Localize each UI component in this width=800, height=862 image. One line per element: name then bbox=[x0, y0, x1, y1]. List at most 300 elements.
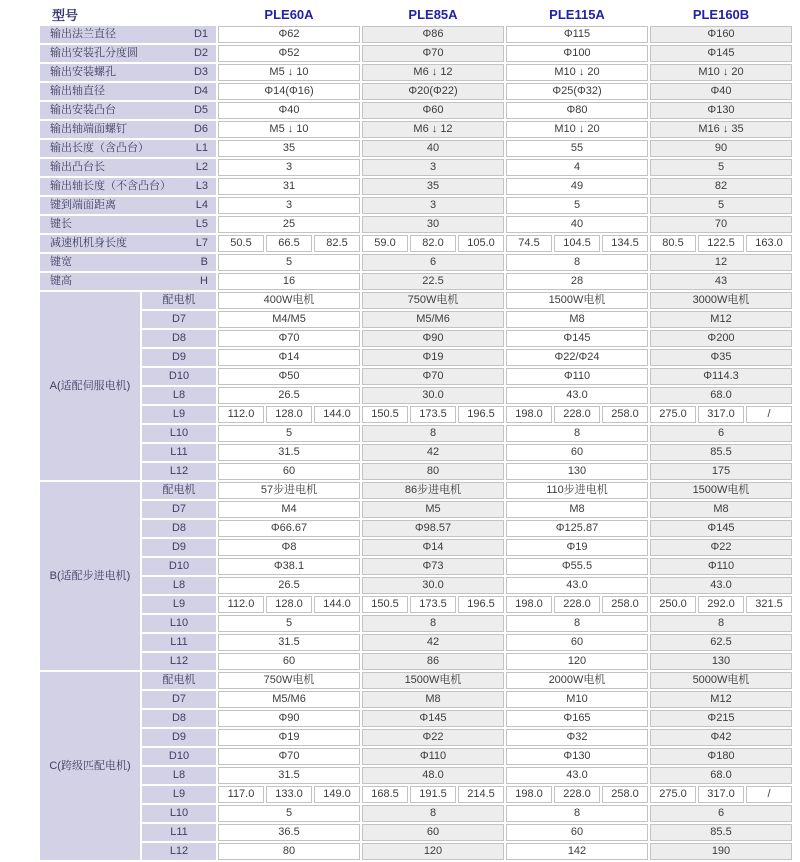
value-cell: Φ19 bbox=[506, 539, 648, 556]
value-cell: M8 bbox=[362, 691, 504, 708]
row-label bbox=[40, 273, 216, 290]
value-cell: Φ90 bbox=[362, 330, 504, 347]
value-cell: 49 bbox=[506, 178, 648, 195]
table-row bbox=[40, 273, 792, 290]
table-row bbox=[40, 653, 792, 670]
row-label bbox=[40, 45, 216, 62]
value-cell: Φ19 bbox=[218, 729, 360, 746]
value-cell: 117.0 bbox=[218, 786, 264, 803]
model-column-title: 型号 bbox=[52, 7, 79, 23]
value-cell: M4/M5 bbox=[218, 311, 360, 328]
value-cell: 292.0 bbox=[698, 596, 744, 613]
value-cell: Φ66.67 bbox=[218, 520, 360, 537]
value-cell: Φ38.1 bbox=[218, 558, 360, 575]
table-row bbox=[40, 539, 792, 556]
row-label-text: 键长 bbox=[50, 218, 72, 230]
table-row bbox=[40, 83, 792, 100]
value-cell: 35 bbox=[362, 178, 504, 195]
value-cell: Φ125.87 bbox=[506, 520, 648, 537]
value-cell: 42 bbox=[362, 634, 504, 651]
gearbox-spec-table bbox=[38, 2, 794, 862]
value-cell: 275.0 bbox=[650, 786, 696, 803]
value-cell: 6 bbox=[362, 254, 504, 271]
value-cell: Φ86 bbox=[362, 26, 504, 43]
row-code: L10 bbox=[142, 425, 216, 442]
value-cell: M8 bbox=[506, 311, 648, 328]
row-label-text: 键高 bbox=[50, 275, 72, 287]
row-label-text: 键宽 bbox=[50, 256, 72, 268]
table-row bbox=[40, 140, 792, 157]
table-row bbox=[40, 311, 792, 328]
value-cell: Φ73 bbox=[362, 558, 504, 575]
value-cell: 31 bbox=[218, 178, 360, 195]
row-code: D10 bbox=[142, 748, 216, 765]
table-row bbox=[40, 102, 792, 119]
value-cell: Φ22 bbox=[362, 729, 504, 746]
value-cell: Φ165 bbox=[506, 710, 648, 727]
value-cell: 173.5 bbox=[410, 596, 456, 613]
value-cell: 317.0 bbox=[698, 406, 744, 423]
value-cell: Φ14(Φ16) bbox=[218, 83, 360, 100]
value-cell: Φ98.57 bbox=[362, 520, 504, 537]
value-cell: 133.0 bbox=[266, 786, 312, 803]
value-cell: M5 bbox=[362, 501, 504, 518]
value-cell: Φ70 bbox=[218, 748, 360, 765]
value-cell: Φ180 bbox=[650, 748, 792, 765]
value-cell: 190 bbox=[650, 843, 792, 860]
value-cell: Φ20(Φ22) bbox=[362, 83, 504, 100]
value-cell: 5 bbox=[650, 159, 792, 176]
row-label-text: 输出轴直径 bbox=[50, 85, 105, 97]
table-row bbox=[40, 729, 792, 746]
value-cell: 122.5 bbox=[698, 235, 744, 252]
value-cell: Φ14 bbox=[362, 539, 504, 556]
value-cell: 60 bbox=[218, 653, 360, 670]
value-cell: Φ110 bbox=[650, 558, 792, 575]
table-row bbox=[40, 387, 792, 404]
value-cell: Φ145 bbox=[650, 45, 792, 62]
value-cell: Φ130 bbox=[506, 748, 648, 765]
row-code: D2 bbox=[193, 47, 208, 59]
section-label: C(跨级匹配电机) bbox=[40, 672, 140, 860]
table-row bbox=[40, 558, 792, 575]
row-code: D8 bbox=[142, 710, 216, 727]
row-code: D10 bbox=[142, 368, 216, 385]
value-cell: 28 bbox=[506, 273, 648, 290]
value-cell: Φ22 bbox=[650, 539, 792, 556]
value-cell: 5 bbox=[218, 615, 360, 632]
value-cell: 4 bbox=[506, 159, 648, 176]
value-cell: Φ52 bbox=[218, 45, 360, 62]
value-cell: Φ90 bbox=[218, 710, 360, 727]
value-cell: 173.5 bbox=[410, 406, 456, 423]
row-code: D8 bbox=[142, 520, 216, 537]
table-row bbox=[40, 824, 792, 841]
value-cell: 31.5 bbox=[218, 444, 360, 461]
table-row bbox=[40, 406, 792, 423]
section-label: A(适配伺服电机) bbox=[40, 292, 140, 480]
value-cell: 35 bbox=[218, 140, 360, 157]
value-cell: Φ19 bbox=[362, 349, 504, 366]
value-cell: 5 bbox=[218, 425, 360, 442]
row-code: D9 bbox=[142, 539, 216, 556]
value-cell: 31.5 bbox=[218, 767, 360, 784]
value-cell: 3000W电机 bbox=[650, 292, 792, 309]
value-cell: 60 bbox=[218, 463, 360, 480]
value-cell: 105.0 bbox=[458, 235, 504, 252]
table-row bbox=[40, 463, 792, 480]
row-code: D5 bbox=[193, 104, 208, 116]
value-cell: 228.0 bbox=[554, 786, 600, 803]
row-label-text: 输出安装孔分度圆 bbox=[50, 47, 138, 59]
value-cell: 198.0 bbox=[506, 596, 552, 613]
row-code: B bbox=[200, 256, 208, 268]
value-cell: Φ145 bbox=[650, 520, 792, 537]
value-cell: 8 bbox=[362, 615, 504, 632]
row-label bbox=[40, 254, 216, 271]
table-row bbox=[40, 235, 792, 252]
value-cell: 5 bbox=[218, 254, 360, 271]
value-cell: M16 ↓ 35 bbox=[650, 121, 792, 138]
table-row bbox=[40, 482, 792, 499]
row-code: L9 bbox=[142, 596, 216, 613]
value-cell: 43.0 bbox=[506, 387, 648, 404]
row-label-text: 输出轴端面螺钉 bbox=[50, 123, 127, 135]
row-label-text: 输出长度（含凸台） bbox=[50, 142, 149, 154]
value-cell: M12 bbox=[650, 691, 792, 708]
value-cell: 1500W电机 bbox=[506, 292, 648, 309]
value-cell: 321.5 bbox=[746, 596, 792, 613]
value-cell: 16 bbox=[218, 273, 360, 290]
row-code: L10 bbox=[142, 805, 216, 822]
value-cell: Φ8 bbox=[218, 539, 360, 556]
value-cell: 59.0 bbox=[362, 235, 408, 252]
value-cell: 26.5 bbox=[218, 577, 360, 594]
value-cell: 40 bbox=[362, 140, 504, 157]
value-cell: 149.0 bbox=[314, 786, 360, 803]
table-row bbox=[40, 596, 792, 613]
value-cell: Φ22/Φ24 bbox=[506, 349, 648, 366]
value-cell: Φ50 bbox=[218, 368, 360, 385]
value-cell: / bbox=[746, 406, 792, 423]
value-cell: 110步进电机 bbox=[506, 482, 648, 499]
row-code: D7 bbox=[142, 501, 216, 518]
value-cell: 36.5 bbox=[218, 824, 360, 841]
value-cell: 68.0 bbox=[650, 387, 792, 404]
value-cell: M12 bbox=[650, 311, 792, 328]
row-code: L10 bbox=[142, 615, 216, 632]
table-row bbox=[40, 615, 792, 632]
row-label bbox=[40, 197, 216, 214]
value-cell: 85.5 bbox=[650, 444, 792, 461]
value-cell: 258.0 bbox=[602, 596, 648, 613]
row-code: D3 bbox=[193, 66, 208, 78]
row-code: L8 bbox=[142, 387, 216, 404]
value-cell: 275.0 bbox=[650, 406, 696, 423]
value-cell: 120 bbox=[362, 843, 504, 860]
table-row bbox=[40, 425, 792, 442]
row-code: D9 bbox=[142, 729, 216, 746]
row-label bbox=[40, 64, 216, 81]
value-cell: 150.5 bbox=[362, 596, 408, 613]
row-code: L8 bbox=[142, 577, 216, 594]
value-cell: 30.0 bbox=[362, 387, 504, 404]
table-row bbox=[40, 767, 792, 784]
value-cell: Φ70 bbox=[362, 45, 504, 62]
row-code: L7 bbox=[195, 237, 208, 249]
value-cell: M10 ↓ 20 bbox=[506, 64, 648, 81]
value-cell: 3 bbox=[362, 197, 504, 214]
value-cell: 196.5 bbox=[458, 406, 504, 423]
value-cell: 112.0 bbox=[218, 406, 264, 423]
model-header-ple60a: PLE60A bbox=[264, 6, 314, 22]
value-cell: M10 bbox=[506, 691, 648, 708]
row-label bbox=[40, 121, 216, 138]
row-code: H bbox=[200, 275, 208, 287]
value-cell: 68.0 bbox=[650, 767, 792, 784]
value-cell: 62.5 bbox=[650, 634, 792, 651]
table-row bbox=[40, 672, 792, 689]
value-cell: 191.5 bbox=[410, 786, 456, 803]
value-cell: 31.5 bbox=[218, 634, 360, 651]
value-cell: 1500W电机 bbox=[650, 482, 792, 499]
table-row bbox=[40, 197, 792, 214]
row-label bbox=[40, 178, 216, 195]
value-cell: 134.5 bbox=[602, 235, 648, 252]
model-header-ple115a: PLE115A bbox=[549, 6, 605, 22]
value-cell: M5/M6 bbox=[218, 691, 360, 708]
value-cell: 70 bbox=[650, 216, 792, 233]
value-cell: Φ160 bbox=[650, 26, 792, 43]
value-cell: 5 bbox=[650, 197, 792, 214]
value-cell: M4 bbox=[218, 501, 360, 518]
value-cell: 5 bbox=[218, 805, 360, 822]
value-cell: 82.5 bbox=[314, 235, 360, 252]
value-cell: Φ115 bbox=[506, 26, 648, 43]
table-row bbox=[40, 843, 792, 860]
table-row bbox=[40, 64, 792, 81]
value-cell: 82 bbox=[650, 178, 792, 195]
value-cell: 85.5 bbox=[650, 824, 792, 841]
spec-table-body bbox=[40, 26, 792, 860]
row-label bbox=[40, 235, 216, 252]
value-cell: 80 bbox=[362, 463, 504, 480]
value-cell: 57步进电机 bbox=[218, 482, 360, 499]
row-label-text: 输出轴长度（不含凸台） bbox=[50, 180, 171, 192]
row-code: L12 bbox=[142, 843, 216, 860]
table-row bbox=[40, 710, 792, 727]
row-label-text: 输出法兰直径 bbox=[50, 28, 116, 40]
value-cell: 142 bbox=[506, 843, 648, 860]
value-cell: 2000W电机 bbox=[506, 672, 648, 689]
section-label: B(适配步进电机) bbox=[40, 482, 140, 670]
value-cell: 400W电机 bbox=[218, 292, 360, 309]
value-cell: Φ145 bbox=[362, 710, 504, 727]
value-cell: 60 bbox=[506, 824, 648, 841]
value-cell: Φ200 bbox=[650, 330, 792, 347]
value-cell: 60 bbox=[506, 444, 648, 461]
row-code: L11 bbox=[142, 634, 216, 651]
row-code: L1 bbox=[195, 142, 208, 154]
table-row bbox=[40, 691, 792, 708]
value-cell: 74.5 bbox=[506, 235, 552, 252]
value-cell: M5/M6 bbox=[362, 311, 504, 328]
value-cell: M5 ↓ 10 bbox=[218, 121, 360, 138]
value-cell: Φ40 bbox=[218, 102, 360, 119]
row-label bbox=[40, 140, 216, 157]
table-row bbox=[40, 634, 792, 651]
value-cell: M6 ↓ 12 bbox=[362, 121, 504, 138]
table-row bbox=[40, 216, 792, 233]
value-cell: 130 bbox=[650, 653, 792, 670]
value-cell: 22.5 bbox=[362, 273, 504, 290]
value-cell: Φ14 bbox=[218, 349, 360, 366]
value-cell: 8 bbox=[506, 254, 648, 271]
value-cell: Φ70 bbox=[218, 330, 360, 347]
value-cell: 250.0 bbox=[650, 596, 696, 613]
value-cell: 104.5 bbox=[554, 235, 600, 252]
value-cell: 43.0 bbox=[650, 577, 792, 594]
table-row bbox=[40, 45, 792, 62]
value-cell: 40 bbox=[506, 216, 648, 233]
value-cell: 198.0 bbox=[506, 786, 552, 803]
value-cell: 26.5 bbox=[218, 387, 360, 404]
table-row bbox=[40, 805, 792, 822]
row-code: D7 bbox=[142, 691, 216, 708]
row-label bbox=[40, 159, 216, 176]
value-cell: 43.0 bbox=[506, 767, 648, 784]
row-code: D7 bbox=[142, 311, 216, 328]
value-cell: 80.5 bbox=[650, 235, 696, 252]
value-cell: 8 bbox=[506, 615, 648, 632]
row-code: L5 bbox=[195, 218, 208, 230]
value-cell: 198.0 bbox=[506, 406, 552, 423]
table-row bbox=[40, 501, 792, 518]
table-row bbox=[40, 26, 792, 43]
row-code: L12 bbox=[142, 653, 216, 670]
table-row bbox=[40, 330, 792, 347]
value-cell: Φ100 bbox=[506, 45, 648, 62]
value-cell: 163.0 bbox=[746, 235, 792, 252]
row-code: L11 bbox=[142, 824, 216, 841]
value-cell: 144.0 bbox=[314, 596, 360, 613]
row-code: D6 bbox=[193, 123, 208, 135]
value-cell: Φ215 bbox=[650, 710, 792, 727]
value-cell: 3 bbox=[362, 159, 504, 176]
value-cell: M8 bbox=[650, 501, 792, 518]
value-cell: 50.5 bbox=[218, 235, 264, 252]
row-label bbox=[40, 26, 216, 43]
row-label-text: 输出凸台长 bbox=[50, 161, 105, 173]
value-cell: 8 bbox=[506, 425, 648, 442]
value-cell: 55 bbox=[506, 140, 648, 157]
value-cell: 175 bbox=[650, 463, 792, 480]
table-row bbox=[40, 748, 792, 765]
value-cell: 6 bbox=[650, 425, 792, 442]
value-cell: 43 bbox=[650, 273, 792, 290]
table-row bbox=[40, 254, 792, 271]
table-row bbox=[40, 520, 792, 537]
model-header-ple85a: PLE85A bbox=[408, 6, 458, 22]
table-row bbox=[40, 349, 792, 366]
value-cell: 8 bbox=[506, 805, 648, 822]
value-cell: 128.0 bbox=[266, 596, 312, 613]
header-row bbox=[40, 4, 792, 24]
value-cell: / bbox=[746, 786, 792, 803]
value-cell: 8 bbox=[650, 615, 792, 632]
value-cell: 144.0 bbox=[314, 406, 360, 423]
value-cell: 86步进电机 bbox=[362, 482, 504, 499]
value-cell: 130 bbox=[506, 463, 648, 480]
value-cell: 258.0 bbox=[602, 406, 648, 423]
row-label bbox=[40, 216, 216, 233]
value-cell: 228.0 bbox=[554, 596, 600, 613]
row-code: L3 bbox=[195, 180, 208, 192]
value-cell: 12 bbox=[650, 254, 792, 271]
row-label bbox=[40, 102, 216, 119]
row-label-text: 减速机机身长度 bbox=[50, 237, 127, 249]
value-cell: 5000W电机 bbox=[650, 672, 792, 689]
value-cell: 128.0 bbox=[266, 406, 312, 423]
row-label-text: 键到端面距离 bbox=[50, 199, 116, 211]
value-cell: Φ32 bbox=[506, 729, 648, 746]
value-cell: 112.0 bbox=[218, 596, 264, 613]
value-cell: 48.0 bbox=[362, 767, 504, 784]
value-cell: 8 bbox=[362, 805, 504, 822]
value-cell: 8 bbox=[362, 425, 504, 442]
model-header-ple160b: PLE160B bbox=[692, 6, 750, 22]
row-label-text: 输出安装螺孔 bbox=[50, 66, 116, 78]
value-cell: Φ110 bbox=[506, 368, 648, 385]
value-cell: Φ55.5 bbox=[506, 558, 648, 575]
value-cell: 214.5 bbox=[458, 786, 504, 803]
value-cell: Φ130 bbox=[650, 102, 792, 119]
value-cell: 258.0 bbox=[602, 786, 648, 803]
value-cell: 66.5 bbox=[266, 235, 312, 252]
value-cell: Φ145 bbox=[506, 330, 648, 347]
value-cell: 82.0 bbox=[410, 235, 456, 252]
table-row bbox=[40, 292, 792, 309]
value-cell: Φ114.3 bbox=[650, 368, 792, 385]
row-code: L9 bbox=[142, 406, 216, 423]
value-cell: 228.0 bbox=[554, 406, 600, 423]
row-label bbox=[40, 83, 216, 100]
value-cell: Φ40 bbox=[650, 83, 792, 100]
value-cell: Φ35 bbox=[650, 349, 792, 366]
value-cell: Φ60 bbox=[362, 102, 504, 119]
value-cell: 168.5 bbox=[362, 786, 408, 803]
row-code: L9 bbox=[142, 786, 216, 803]
value-cell: 90 bbox=[650, 140, 792, 157]
row-code: 配电机 bbox=[142, 672, 216, 689]
value-cell: 86 bbox=[362, 653, 504, 670]
value-cell: Φ62 bbox=[218, 26, 360, 43]
value-cell: M5 ↓ 10 bbox=[218, 64, 360, 81]
value-cell: Φ42 bbox=[650, 729, 792, 746]
value-cell: Φ110 bbox=[362, 748, 504, 765]
row-code: D4 bbox=[193, 85, 208, 97]
value-cell: 25 bbox=[218, 216, 360, 233]
value-cell: Φ25(Φ32) bbox=[506, 83, 648, 100]
value-cell: 150.5 bbox=[362, 406, 408, 423]
value-cell: 42 bbox=[362, 444, 504, 461]
value-cell: M10 ↓ 20 bbox=[506, 121, 648, 138]
value-cell: 30.0 bbox=[362, 577, 504, 594]
row-code: L2 bbox=[195, 161, 208, 173]
table-row bbox=[40, 577, 792, 594]
row-code: 配电机 bbox=[142, 482, 216, 499]
value-cell: 750W电机 bbox=[362, 292, 504, 309]
